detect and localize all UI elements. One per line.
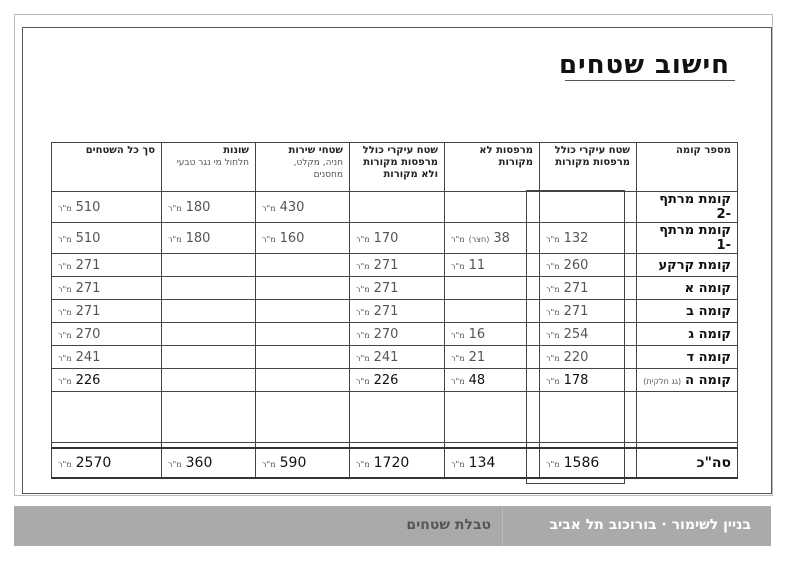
value-cell xyxy=(256,369,350,392)
value-cell: 170מ"ר xyxy=(350,223,445,254)
value-cell: 241מ"ר xyxy=(52,346,162,369)
empty-cell xyxy=(350,392,445,443)
value-cell: 38(חצר)מ"ר xyxy=(445,223,540,254)
value-cell: 11מ"ר xyxy=(445,254,540,277)
floor-label: קומת קרקע xyxy=(637,254,738,277)
value-cell xyxy=(162,346,256,369)
value-cell: 271מ"ר xyxy=(52,300,162,323)
footer-bar xyxy=(14,506,771,546)
floor-label: קומת מרתף -2 xyxy=(637,192,738,223)
floor-label: קומה ב xyxy=(637,300,738,323)
header-open-balconies: מרפסות לא מקורות xyxy=(445,143,540,192)
value-cell xyxy=(445,192,540,223)
value-cell xyxy=(162,323,256,346)
value-cell: 590מ"ר xyxy=(256,448,350,478)
header-service: שטחי שירות חניה, מקלט, מחסנים xyxy=(256,143,350,192)
value-cell xyxy=(350,192,445,223)
header-main-total: שטח עיקרי כולל מרפסות מקורות ולא מקורות xyxy=(350,143,445,192)
value-cell xyxy=(162,254,256,277)
floor-label: קומה א xyxy=(637,277,738,300)
value-cell xyxy=(162,369,256,392)
page-title: חישוב שטחים xyxy=(558,50,730,80)
value-cell: 430מ"ר xyxy=(256,192,350,223)
empty-cell xyxy=(540,392,637,443)
table-row xyxy=(52,192,738,223)
value-cell: 271מ"ר xyxy=(350,254,445,277)
value-cell: 226מ"ר xyxy=(350,369,445,392)
header-floor: מספר קומה xyxy=(637,143,738,192)
sheet-name: טבלת שטחים xyxy=(406,517,491,533)
table-row xyxy=(52,369,738,392)
spacer-row xyxy=(52,392,738,443)
table-row xyxy=(52,346,738,369)
table-row xyxy=(52,300,738,323)
value-cell: 180מ"ר xyxy=(162,223,256,254)
title-underline xyxy=(565,80,735,81)
value-cell xyxy=(162,277,256,300)
value-cell: 21מ"ר xyxy=(445,346,540,369)
value-cell: 271מ"ר xyxy=(350,277,445,300)
value-cell: 16מ"ר xyxy=(445,323,540,346)
value-cell xyxy=(445,277,540,300)
value-cell: 2570מ"ר xyxy=(52,448,162,478)
value-cell: 180מ"ר xyxy=(162,192,256,223)
floor-label: קומה ג xyxy=(637,323,738,346)
empty-cell xyxy=(52,392,162,443)
value-cell: 270מ"ר xyxy=(52,323,162,346)
floor-label: קומה ד xyxy=(637,346,738,369)
table-row xyxy=(52,223,738,254)
value-cell xyxy=(540,192,637,223)
empty-cell xyxy=(637,392,738,443)
value-cell xyxy=(256,254,350,277)
value-cell: 271מ"ר xyxy=(52,277,162,300)
table-row xyxy=(52,323,738,346)
value-cell: 48מ"ר xyxy=(445,369,540,392)
value-cell: 271מ"ר xyxy=(540,277,637,300)
value-cell: 270מ"ר xyxy=(350,323,445,346)
floor-label: קומת מרתף -1 xyxy=(637,223,738,254)
value-cell: 1586מ"ר xyxy=(540,448,637,478)
value-cell: 1720מ"ר xyxy=(350,448,445,478)
value-cell: 271מ"ר xyxy=(540,300,637,323)
value-cell: 132מ"ר xyxy=(540,223,637,254)
project-name: בניין לשימור · בורוכוב תל אביב xyxy=(549,517,751,533)
value-cell: 271מ"ר xyxy=(350,300,445,323)
value-cell: 360מ"ר xyxy=(162,448,256,478)
total-row xyxy=(52,448,738,478)
value-cell: 226מ"ר xyxy=(52,369,162,392)
header-misc: שונות חלחול מי נגר טבעי xyxy=(162,143,256,192)
empty-cell xyxy=(256,392,350,443)
value-cell: 260מ"ר xyxy=(540,254,637,277)
table-row xyxy=(52,277,738,300)
value-cell xyxy=(162,300,256,323)
value-cell xyxy=(256,346,350,369)
value-cell: 241מ"ר xyxy=(350,346,445,369)
footer-divider xyxy=(502,506,503,546)
table-row xyxy=(52,254,738,277)
value-cell xyxy=(256,277,350,300)
header-grand-total: סך כל השטחים xyxy=(52,143,162,192)
value-cell xyxy=(256,300,350,323)
header-main-area: שטח עיקרי כולל מרפסות מקורות xyxy=(540,143,637,192)
value-cell: 220מ"ר xyxy=(540,346,637,369)
value-cell: 134מ"ר xyxy=(445,448,540,478)
area-table xyxy=(51,142,738,479)
header-row xyxy=(52,143,738,192)
value-cell: 510מ"ר xyxy=(52,192,162,223)
value-cell xyxy=(256,323,350,346)
floor-label: קומה ה(גג חלקית) xyxy=(637,369,738,392)
value-cell: 510מ"ר xyxy=(52,223,162,254)
empty-cell xyxy=(162,392,256,443)
value-cell: 271מ"ר xyxy=(52,254,162,277)
value-cell: 178מ"ר xyxy=(540,369,637,392)
value-cell: 160מ"ר xyxy=(256,223,350,254)
total-label: סה"כ xyxy=(637,448,738,478)
value-cell xyxy=(445,300,540,323)
empty-cell xyxy=(445,392,540,443)
value-cell: 254מ"ר xyxy=(540,323,637,346)
